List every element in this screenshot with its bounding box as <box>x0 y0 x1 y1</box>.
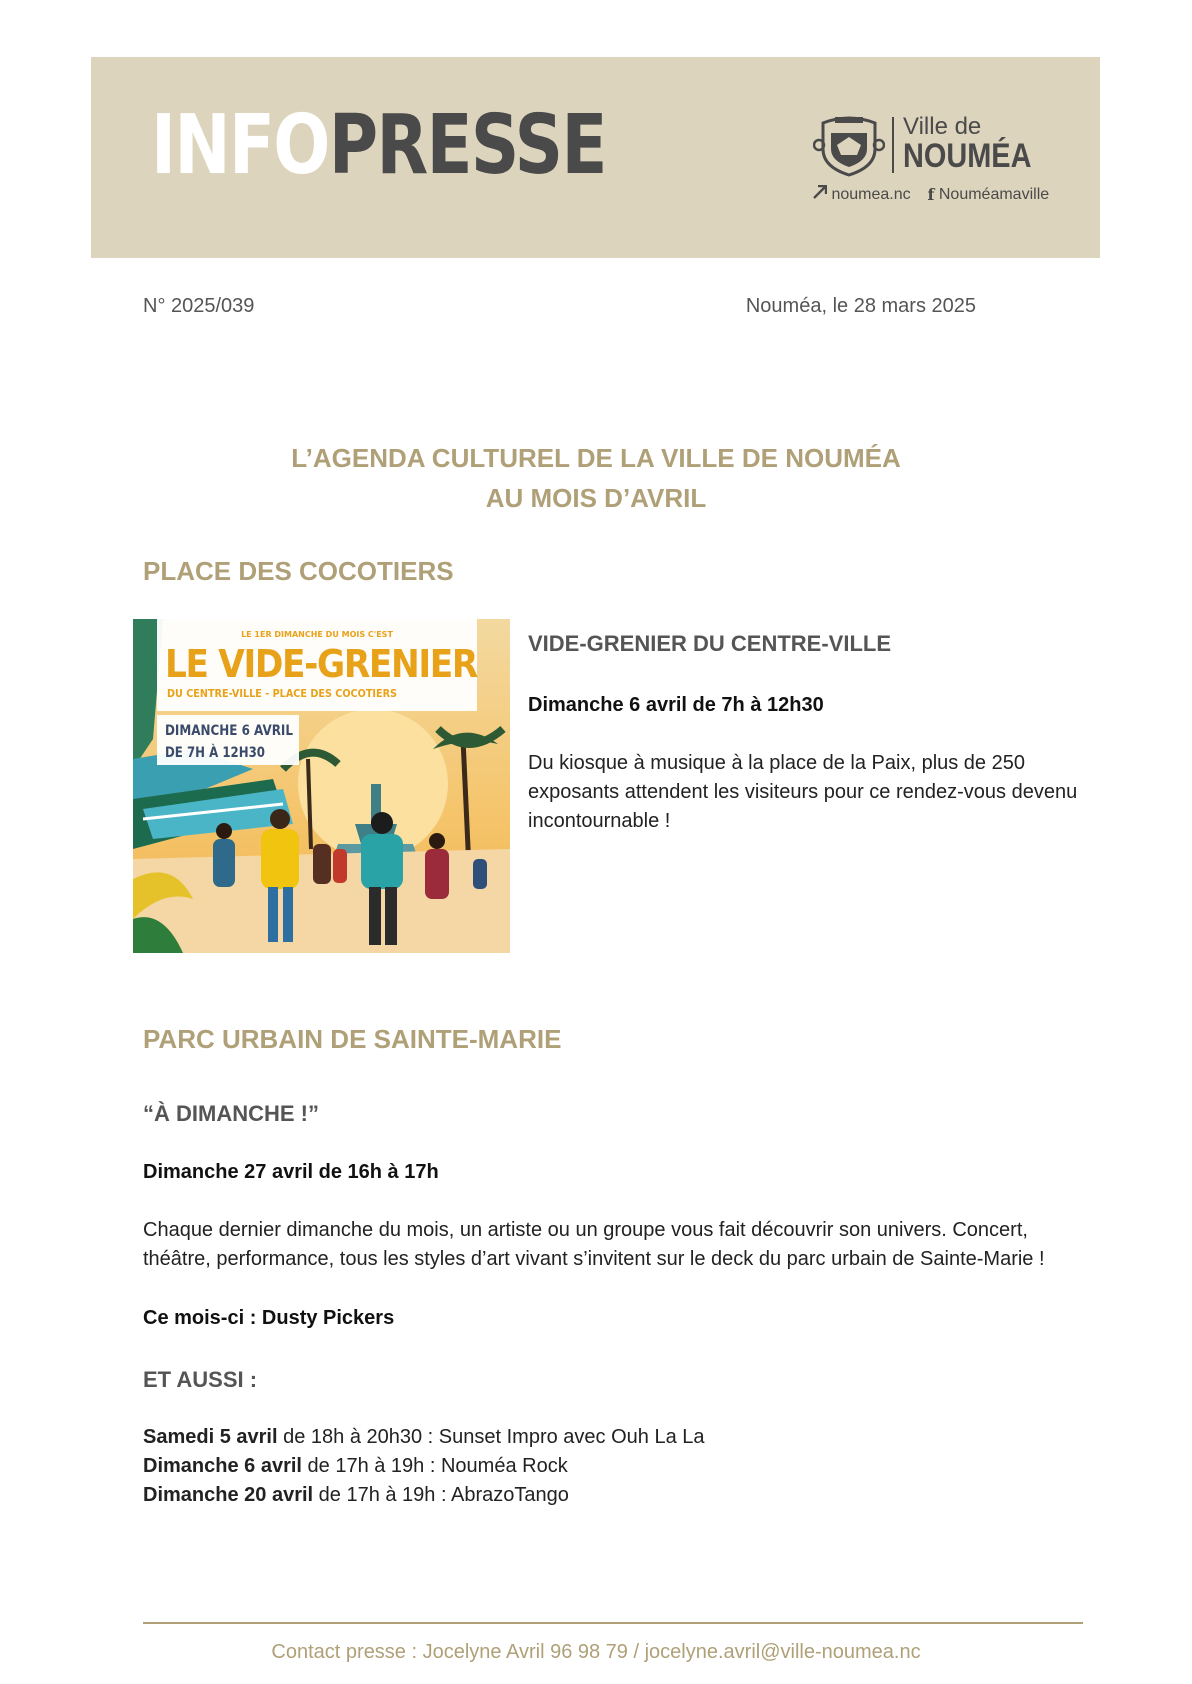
section-heading-place-des-cocotiers: PLACE DES COCOTIERS <box>143 556 454 586</box>
poster-kicker: LE 1ER DIMANCHE DU MOIS C'EST <box>241 630 393 639</box>
ville-de-text: Ville de <box>903 113 982 140</box>
also-list <box>143 1423 705 1510</box>
ville-noumea-text: NOUMÉA <box>903 137 1032 175</box>
also-detail: de 18h à 20h30 : Sunset Impro avec Ouh La La <box>277 1426 705 1448</box>
poster-title: LE VIDE-GRENIER <box>165 642 479 686</box>
press-release-number: N° 2025/039 <box>143 295 255 317</box>
also-day: Dimanche 20 avril <box>143 1484 314 1506</box>
web-arrow-icon <box>813 185 827 204</box>
facebook-link[interactable]: Nouméamaville <box>938 185 1050 203</box>
header-banner <box>91 57 1100 258</box>
list-item <box>143 1452 705 1481</box>
logo-info-word: INFO <box>151 98 329 193</box>
vide-grenier-poster <box>133 619 510 953</box>
footer-divider <box>143 1622 1083 1624</box>
list-item <box>143 1423 705 1452</box>
ville-de-noumea-logo <box>813 115 1053 205</box>
website-link[interactable]: noumea.nc <box>831 185 911 203</box>
title-line-1: L’AGENDA CULTUREL DE LA VILLE DE NOUMÉA <box>291 443 901 473</box>
a-dimanche-description: Chaque dernier dimanche du mois, un artiste ou un groupe vous fait découvrir son univers. Concert, théâtre, performance, tous les styles d’art vivant s’invitent sur le deck du parc urbain de Sainte-Marie ! <box>143 1219 1045 1270</box>
press-release-date: Nouméa, le 28 mars 2025 <box>745 295 976 317</box>
vide-grenier-date: Dimanche 6 avril de 7h à 12h30 <box>528 694 824 716</box>
also-heading: ET AUSSI : <box>143 1367 258 1392</box>
vide-grenier-description: Du kiosque à musique à la place de la Paix, plus de 250 exposants attendent les visiteurs pour ce rendez-vous devenu incontournable ! <box>528 752 1078 832</box>
facebook-icon: f <box>927 185 935 204</box>
poster-date-line-1: DIMANCHE 6 AVRIL <box>165 723 294 739</box>
also-detail: de 17h à 19h : Nouméa Rock <box>301 1455 568 1477</box>
logo-divider <box>892 117 894 173</box>
a-dimanche-title: “À DIMANCHE !” <box>143 1101 319 1126</box>
vide-grenier-title: VIDE-GRENIER DU CENTRE-VILLE <box>528 631 892 656</box>
poster-subtitle: DU CENTRE-VILLE - PLACE DES COCOTIERS <box>167 688 397 700</box>
info-presse-logo <box>151 98 606 193</box>
also-day: Samedi 5 avril <box>143 1426 278 1448</box>
also-detail: de 17h à 19h : AbrazoTango <box>313 1484 569 1506</box>
noumea-crest-icon <box>813 115 885 177</box>
ville-links <box>813 185 1049 204</box>
poster-date-line-2: DE 7H À 12H30 <box>165 745 284 761</box>
press-contact: Contact presse : Jocelyne Avril 96 98 79 / jocelyne.avril@ville-noumea.nc <box>271 1641 921 1663</box>
page-title <box>0 438 1192 518</box>
logo-presse-word: PRESSE <box>328 98 606 193</box>
this-month-artist: Ce mois-ci : Dusty Pickers <box>143 1307 395 1329</box>
also-day: Dimanche 6 avril <box>143 1455 302 1477</box>
list-item <box>143 1481 705 1510</box>
a-dimanche-date: Dimanche 27 avril de 16h à 17h <box>143 1161 439 1183</box>
section-heading-parc-sainte-marie: PARC URBAIN DE SAINTE-MARIE <box>143 1024 562 1054</box>
title-line-2: AU MOIS D’AVRIL <box>485 483 707 513</box>
